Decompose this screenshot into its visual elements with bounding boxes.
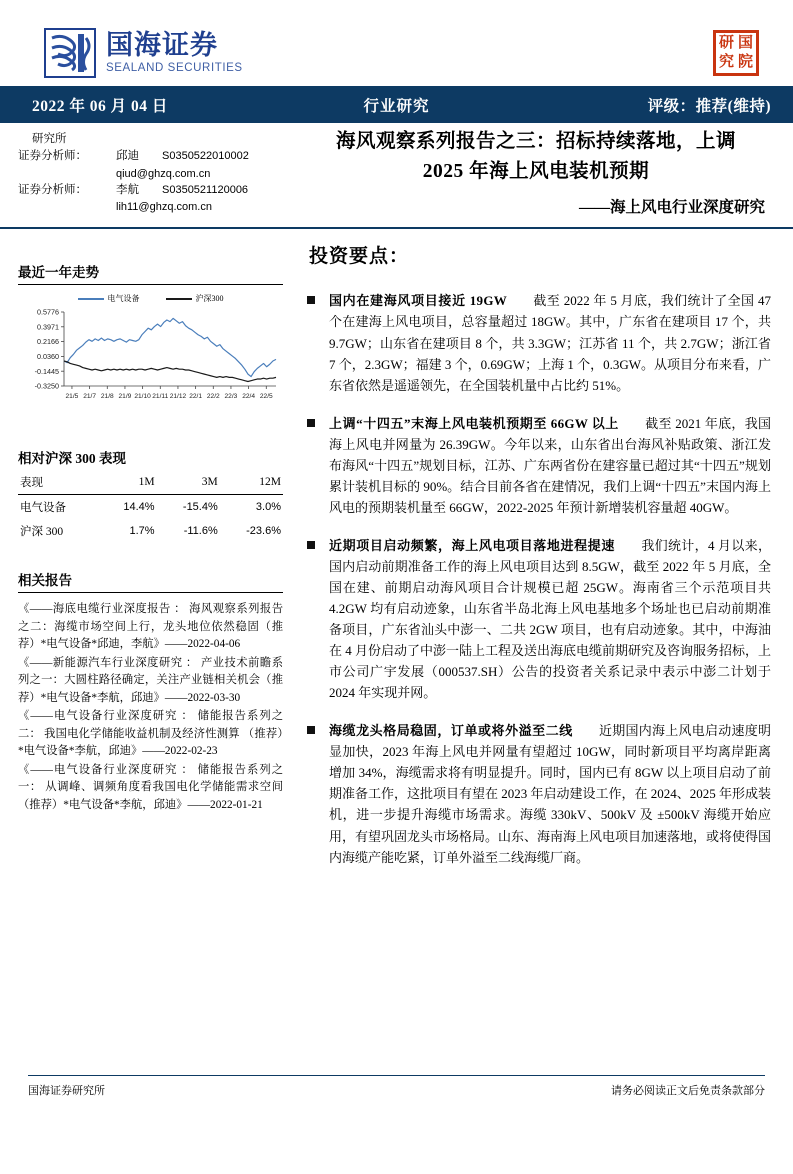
highlight-point (305, 413, 771, 518)
table-header-row (18, 470, 283, 495)
highlight-body (329, 720, 771, 867)
highlight-body (329, 413, 771, 518)
table-row (18, 519, 283, 543)
legend-swatch (78, 298, 104, 300)
svg-text:22/3: 22/3 (224, 393, 238, 401)
col-header-12m: 12M (220, 470, 283, 495)
table-row (18, 495, 283, 520)
list-item[interactable]: 《——电气设备行业深度研究 ： 储能报告系列之一： 从调峰、调频角度看我国电化学储能需求空间 （推荐）*电气设备*李航，邱迪》——2022-01-21 (18, 763, 283, 811)
divider (18, 284, 283, 285)
highlight-text: 截至 2022 年 5 月底，我们统计了全国 47 个在建海上风电项目，总容量超过 18GW。其中，广东省在建项目 17 个，共 9.7GW；山东省在建项目 8 个，共 3.3GW；江苏省 11 个，共 2.7GW；浙江省 7 个，2.3GW；福建 3 个，0.69GW；上海 1 个，0.3GW。从项目分布来看，广东省依然是遥遥领先，在全国装机量中占比约 51%。 (329, 293, 771, 393)
legend-item-series-1 (166, 293, 224, 304)
svg-text:21/5: 21/5 (65, 393, 79, 401)
report-type: 行业研究 (363, 97, 430, 115)
report-header-bar (0, 86, 793, 123)
analyst-license-code: S0350522010002 (162, 150, 249, 163)
svg-text:21/12: 21/12 (169, 393, 187, 401)
report-date: 2022 年 06 月 04 日 (32, 97, 168, 115)
bullet-square-icon (307, 296, 315, 304)
report-title-line-1: 海风观察系列报告之三：招标持续落地，上调 (335, 131, 736, 152)
analyst-email[interactable]: qiud@ghzq.com.cn (116, 167, 211, 180)
svg-text:22/1: 22/1 (189, 393, 203, 401)
analyst-block (18, 131, 283, 216)
chart-section-heading: 最近一年走势 (18, 265, 99, 281)
title-zone (0, 123, 793, 229)
svg-text:21/10: 21/10 (134, 393, 151, 401)
sealand-logo-icon (44, 28, 96, 78)
seal-char-3: 究 (718, 54, 734, 70)
masthead (0, 0, 793, 86)
bullet-square-icon (307, 419, 315, 427)
left-sidebar (0, 229, 295, 1174)
svg-text:-0.3250: -0.3250 (34, 382, 59, 392)
highlight-body (329, 290, 771, 395)
highlight-lead: 上调“十四五”末海上风电装机预期至 66GW 以上 (329, 415, 619, 431)
row-label: 沪深 300 (20, 526, 64, 539)
report-subtitle: ——海上风电行业深度研究 (578, 199, 765, 217)
bullet-square-icon (307, 726, 315, 734)
logo-english-name: SEALAND SECURITIES (106, 61, 243, 74)
svg-text:21/8: 21/8 (100, 393, 114, 401)
trend-chart (18, 293, 283, 421)
seal-char-4: 院 (737, 54, 753, 70)
divider (18, 592, 283, 593)
cell-1m: 14.4% (123, 501, 155, 514)
company-logo (44, 28, 243, 78)
col-header-3m: 3M (157, 470, 220, 495)
highlight-point (305, 720, 771, 867)
legend-item-series-0 (78, 293, 140, 304)
highlight-body (329, 535, 771, 703)
col-header-1m: 1M (99, 470, 156, 495)
related-reports-heading: 相关报告 (18, 573, 72, 589)
trend-chart-plot (18, 306, 284, 414)
analyst-row (18, 182, 283, 199)
analyst-role-label: 证券分析师： (18, 150, 87, 163)
analyst-row (18, 148, 283, 165)
cell-12m: 3.0% (255, 501, 281, 514)
highlight-text: 我们统计，4 月以来，国内启动前期准备工作的海上风电项目达到 8.5GW，截至 2022 年 5 月底，全国在建、前期启动海风项目合计规模已超 25GW。海南省三个示范项目共 4.2GW 均有启动迹象，山东省半岛北海上风电基地多个场址也已启动前期准备项目，广东省汕头中澎一、二共 2GW 项目，也有启动迹象。其中，中海油在 4 月份启动了中澎一陆上工程及送出海底电缆前期研究及咨询服务招标，上市公司广宇发展（000537.SH）公告的投资者关系记录中表示中澎二计划于 2024 年实现并网。 (329, 537, 772, 701)
cell-12m: -23.6% (246, 525, 281, 538)
svg-text:22/4: 22/4 (242, 393, 256, 401)
analyst-email[interactable]: lih11@ghzq.com.cn (116, 201, 212, 214)
research-institute-seal-icon (713, 30, 759, 76)
investment-highlights-heading: 投资要点： (309, 246, 410, 268)
highlight-lead: 国内在建海风项目接近 19GW (329, 293, 508, 309)
analyst-name: 李航 (116, 184, 139, 196)
col-header-metric: 表现 (18, 470, 99, 495)
institute-label: 研究所 (32, 133, 67, 145)
legend-label: 电气设备 (107, 294, 140, 304)
footer-right-text: 请务必阅读正文后免责条款部分 (611, 1085, 765, 1097)
main-content (295, 229, 793, 1174)
analyst-license-code: S0350521120006 (162, 184, 249, 196)
perf-section-heading: 相对沪深 300 表现 (18, 451, 126, 467)
logo-chinese-name: 国海证券 (106, 29, 218, 60)
svg-text:22/2: 22/2 (206, 393, 220, 401)
svg-text:0.3971: 0.3971 (37, 322, 59, 332)
report-title-line-2: 2025 年海上风电装机预期 (422, 161, 650, 183)
svg-text:21/11: 21/11 (152, 393, 169, 401)
bullet-square-icon (307, 541, 315, 549)
svg-text:21/9: 21/9 (118, 393, 132, 401)
relative-performance-table (18, 470, 283, 543)
highlight-text: 近期国内海上风电启动速度明显加快，2023 年海上风电并网量有望超过 10GW，同时新项目平均离岸距离增加 34%，海缆需求将有明显提升。同时，国内已有 8GW 以上项目启动了前期准备工作，这批项目有望在 2023 年启动建设工作，在 2024、2025 年形成装机，进一步提升海缆市场需求。海缆 330kV、500kV 及 ±500kV 海缆开始应用，有望巩固龙头市场格局。山东、海南海上风电项目加速落地，或将使得国内海缆产能吃紧，订单外溢至二线海缆厂商。 (329, 723, 772, 865)
analyst-role-label: 证券分析师： (18, 184, 87, 196)
seal-char-2: 国 (737, 35, 753, 51)
legend-swatch (166, 298, 192, 300)
highlight-point (305, 535, 771, 703)
cell-1m: 1.7% (129, 525, 155, 538)
svg-text:0.0360: 0.0360 (37, 352, 59, 362)
chart-legend (18, 293, 283, 304)
svg-text:0.5776: 0.5776 (37, 308, 59, 318)
page-footer (28, 1075, 765, 1098)
svg-text:21/7: 21/7 (83, 393, 97, 401)
seal-char-1: 研 (718, 35, 734, 51)
page-body (0, 229, 793, 1174)
list-item[interactable]: 《——电气设备行业深度研究 ： 储能报告系列之二： 我国电化学储能收益机制及经济性测算 （推荐）*电气设备*李航，邱迪》——2022-02-23 (18, 710, 283, 758)
analyst-name: 邱迪 (116, 150, 139, 163)
highlight-point (305, 290, 771, 395)
legend-label: 沪深300 (195, 294, 224, 304)
highlight-lead: 近期项目启动频繁，海上风电项目落地进程提速 (329, 537, 616, 553)
highlight-lead: 海缆龙头格局稳固，订单或将外溢至二线 (329, 723, 573, 739)
svg-text:-0.1445: -0.1445 (34, 367, 59, 377)
cell-3m: -11.6% (183, 525, 218, 538)
svg-text:0.2166: 0.2166 (37, 337, 59, 347)
highlight-text: 截至 2021 年底，我国海上风电并网量为 26.39GW。今年以来，山东省出台海风补贴政策、浙江发布海风“十四五”规划目标，江苏、广东两省份在建容量已超过其“十四五”规划累计装机目标的 90%。结合目前各省在建情况，我们上调“十四五”末国内海上风电的预期装机量至 66GW，2022-2025 年预计新增装机容量超 40GW。 (329, 415, 771, 515)
row-label: 电气设备 (20, 502, 66, 515)
svg-text:22/5: 22/5 (259, 393, 273, 401)
related-reports-list (18, 601, 283, 814)
cell-3m: -15.4% (182, 501, 218, 514)
list-item[interactable]: 《——海底电缆行业深度报告 ： 海风观察系列报告之二：海缆市场空间上行，龙头地位依然稳固（推荐）*电气设备*邱迪，李航》——2022-04-06 (18, 603, 283, 651)
report-rating: 评级：推荐(维持) (647, 97, 771, 115)
footer-left-text: 国海证券研究所 (28, 1085, 105, 1097)
list-item[interactable]: 《——新能源汽车行业深度研究 ： 产业技术前瞻系列之一：大圆柱路径确定，关注产业链相关机会（推荐）*电气设备*李航，邱迪》——2022-03-30 (18, 656, 283, 704)
